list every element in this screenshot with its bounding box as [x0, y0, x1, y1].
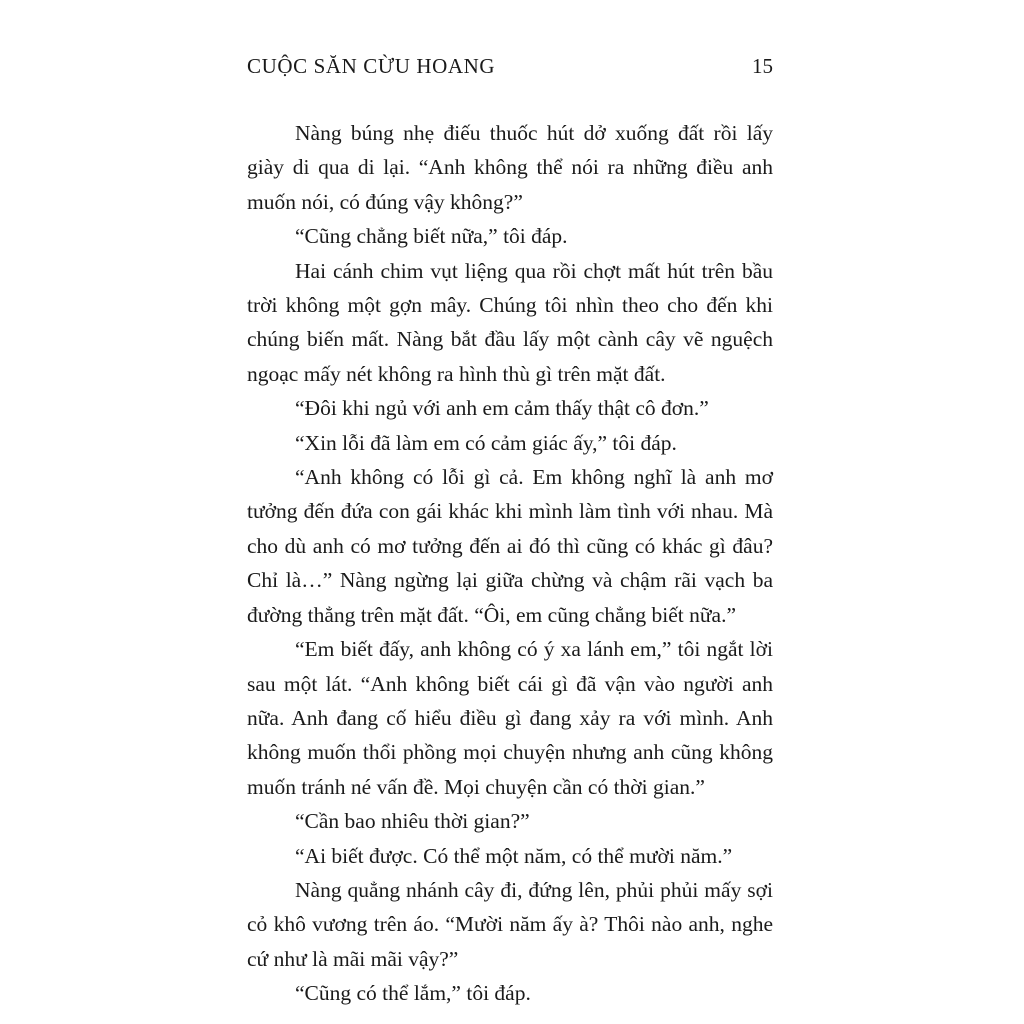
- page-number: 15: [752, 54, 773, 78]
- paragraph: “Em biết đấy, anh không có ý xa lánh em,” tôi ngắt lời sau một lát. “Anh không biết cái gì đã vận vào người anh nữa. Anh đang cố hiểu điều gì đang xảy ra với mình. Anh không muốn thổi phồng mọi chuyện nhưng anh cũng không muốn tránh né vấn đề. Mọi chuyện cần có thời gian.”: [247, 637, 773, 799]
- paragraph: Hai cánh chim vụt liệng qua rồi chợt mất hút trên bầu trời không một gợn mây. Chúng tôi nhìn theo cho đến khi chúng biến mất. Nàng bắt đầu lấy một cành cây vẽ nguệch ngoạc mấy nét không ra hình thù gì trên mặt đất.: [247, 258, 773, 386]
- paragraph: “Cũng chẳng biết nữa,” tôi đáp.: [295, 224, 568, 249]
- running-header: [247, 54, 773, 84]
- paragraph: “Đôi khi ngủ với anh em cảm thấy thật cô đơn.”: [295, 396, 709, 421]
- paragraph: “Cũng có thể lắm,” tôi đáp.: [295, 981, 531, 1006]
- paragraph: “Ai biết được. Có thể một năm, có thể mười năm.”: [295, 843, 733, 868]
- paragraph: “Anh không có lỗi gì cả. Em không nghĩ là anh mơ tưởng đến đứa con gái khác khi mình làm tình với nhau. Mà cho dù anh có mơ tưởng đến ai đó thì cũng có khác gì đâu? Chỉ là…” Nàng ngừng lại giữa chừng và chậm rãi vạch ba đường thẳng trên mặt đất. “Ôi, em cũng chẳng biết nữa.”: [247, 465, 773, 627]
- paragraph: “Cần bao nhiêu thời gian?”: [295, 809, 530, 834]
- paragraph: “Xin lỗi đã làm em có cảm giác ấy,” tôi đáp.: [295, 430, 677, 455]
- paragraph: Nàng búng nhẹ điếu thuốc hút dở xuống đất rồi lấy giày di qua di lại. “Anh không thể nói ra những điều anh muốn nói, có đúng vậy không?”: [247, 121, 773, 214]
- running-title: CUỘC SĂN CỪU HOANG: [247, 54, 496, 78]
- paragraph: Nàng quẳng nhánh cây đi, đứng lên, phủi phủi mấy sợi cỏ khô vương trên áo. “Mười năm ấy à? Thôi nào anh, nghe cứ như là mãi mãi vậy?”: [247, 877, 773, 971]
- body-text: [247, 116, 773, 1011]
